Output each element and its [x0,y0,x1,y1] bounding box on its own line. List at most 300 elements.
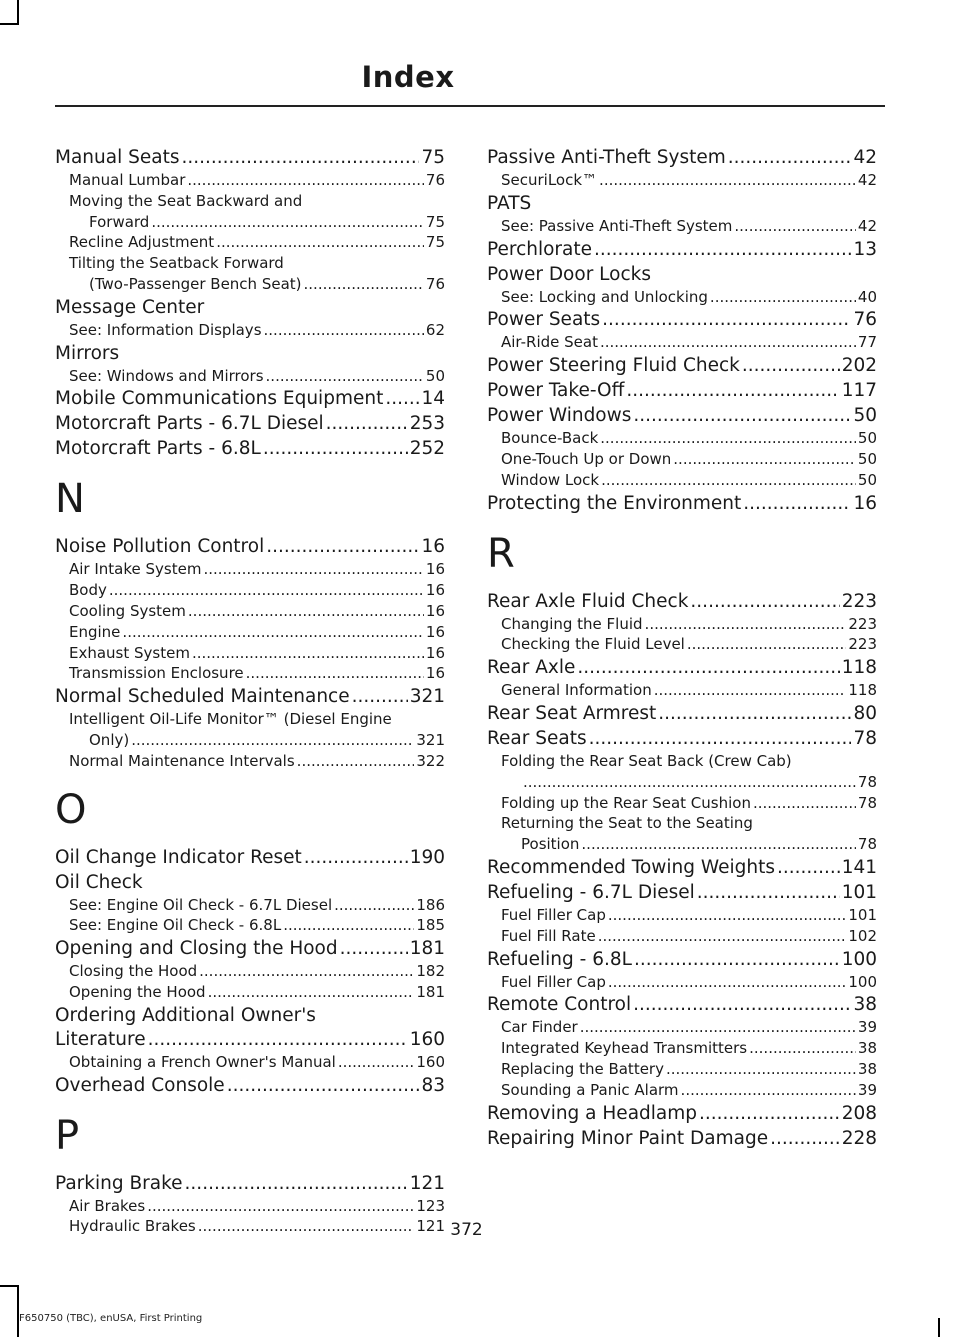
dot-leader [203,559,423,580]
index-entry-row [69,274,445,295]
index-entry-page: 76 [425,274,445,293]
crop-mark-top-left-v [17,0,19,25]
index-entry-row [487,727,877,751]
index-entry-page: 39 [857,1080,877,1099]
index-sub-entry [55,663,445,684]
index-entry-page: 252 [409,438,445,460]
index-sub-entry [55,232,445,253]
index-entry-row [69,730,445,751]
index-entry-text: Rear Axle [487,657,576,679]
dot-leader [199,961,414,982]
index-entry-text: Air Intake System [69,560,202,579]
dot-leader [263,437,408,461]
index-entry-row [55,342,445,366]
index-entry-text: Returning the Seat to the Seating [501,814,753,833]
index-entry-row [487,856,877,880]
index-column-right [487,145,877,1151]
index-entry-row [55,412,445,436]
index-sub-entry [55,961,445,982]
index-entry-page: 42 [857,171,877,189]
index-entry-text: Power Windows [487,405,632,427]
index-entry-page: 117 [841,380,877,402]
index-entry-text: Parking Brake [55,1172,183,1194]
index-entry-page: 223 [841,590,877,612]
dot-leader [227,1074,420,1098]
dot-leader [334,895,414,916]
index-entry-row [487,238,877,262]
dot-leader [742,354,840,378]
dot-leader [523,772,856,793]
dot-leader [147,1196,414,1217]
index-main-entry [55,535,445,559]
index-main-entry [487,993,877,1017]
index-entry-row [501,287,877,308]
index-sub-entry [487,680,877,701]
index-entry-text: Intelligent Oil-Life Monitor™ (Diesel Engine [69,710,392,729]
index-sub-entry [55,751,445,772]
index-sub-entry [55,191,445,233]
index-entry-page: 42 [853,147,877,168]
dot-leader [216,232,424,253]
index-entry-row [501,216,877,237]
index-sub-entry [487,1017,877,1038]
dot-leader [264,320,424,341]
index-sub-entry [55,559,445,580]
index-entry-row [55,937,445,961]
index-entry-text: Folding up the Rear Seat Cushion [501,793,751,812]
index-entry-text: Fuel Filler Cap [501,905,606,924]
dot-leader [352,685,408,709]
index-main-entry [55,412,445,436]
index-entry-page: 160 [416,1052,445,1071]
index-main-entry [487,1127,877,1151]
index-entry-page: 118 [841,657,877,679]
dot-leader [633,404,851,428]
index-sub-entry [487,1038,877,1059]
dot-leader [690,590,839,614]
index-entry-row [501,793,877,814]
index-entry-page: 16 [853,492,877,514]
dot-leader [749,1038,856,1059]
index-entry-text: Tilting the Seatback Forward [69,254,284,273]
index-entry-row [69,915,445,936]
index-entry-row [55,1172,445,1196]
index-entry-text: Ordering Additional Owner's [55,1004,316,1026]
index-main-entry [487,308,877,332]
index-main-entry [55,937,445,961]
index-entry-text: Opening the Hood [69,982,206,1001]
index-entry-page: 321 [409,686,445,708]
index-entry-page: 181 [416,982,445,1001]
index-entry-page: 141 [841,856,877,878]
index-entry-text: Exhaust System [69,643,190,662]
index-sub-entry [487,1059,877,1080]
dot-leader [181,146,419,170]
index-entry-row [69,366,445,387]
index-entry-row [55,846,445,870]
index-entry-row [487,263,877,287]
dot-leader [148,1028,408,1052]
index-entry-page: 202 [841,355,877,377]
index-entry-text: Power Door Locks [487,263,652,285]
index-entry-page: 100 [841,948,877,970]
index-main-entry [487,238,877,262]
index-entry-text: Opening and Closing the Hood [55,938,338,960]
crop-mark-bottom-left-v [17,1285,19,1337]
index-entry-row [487,656,877,680]
index-entry-text: One-Touch Up or Down [501,449,672,468]
index-entry-row [487,881,877,905]
index-entry-text: Motorcraft Parts - 6.7L Diesel [55,413,324,435]
index-entry-row [501,470,877,491]
dot-leader [645,614,847,635]
index-entry-text: Changing the Fluid [501,614,643,633]
index-main-entry [55,1074,445,1098]
index-entry-text: Obtaining a French Owner's Manual [69,1052,336,1071]
index-entry-text: Bounce-Back [501,429,599,448]
index-entry-text: Integrated Keyhead Transmitters [501,1039,748,1058]
index-entry-text: Repairing Minor Paint Damage [487,1127,769,1149]
index-sub-entry [55,170,445,191]
index-entry-text: Fuel Filler Cap [501,972,606,991]
index-sub-entry [487,972,877,993]
index-entry-page: 38 [857,1039,877,1058]
index-main-entry [487,856,877,880]
index-entry-page: 118 [848,681,877,700]
page-title: Index [361,60,455,94]
dot-leader [599,170,856,191]
dot-leader [608,905,846,926]
index-entry-row [69,191,445,212]
index-entry-text: Normal Maintenance Intervals [69,751,295,770]
index-entry-row [55,296,445,320]
dot-leader [710,287,856,308]
index-entry-row [501,926,877,947]
document-info: F650750 (TBC), enUSA, First Printing [19,1313,203,1324]
index-entry-text: Literature [55,1028,146,1050]
crop-mark-top-left-h [0,23,19,25]
dot-leader [581,834,856,855]
dot-leader [673,449,856,470]
index-entry-row [69,751,445,772]
index-entry-text: Refueling - 6.8L [487,948,632,970]
index-sub-entry [487,470,877,491]
section-letter: R [487,530,515,577]
index-entry-row [69,212,445,233]
index-entry-row [69,622,445,643]
dot-leader [122,622,423,643]
index-entry-row [69,1052,445,1073]
index-entry-text: See: Engine Oil Check - 6.7L Diesel [69,895,333,914]
index-main-entry [487,727,877,751]
index-entry-page: 78 [857,793,877,812]
index-entry-row [501,614,877,635]
index-entry-text: Perchlorate [487,238,593,260]
index-sub-entry [55,895,445,916]
index-entry-text: Oil Check [55,871,143,893]
index-sub-entry [487,428,877,449]
index-sub-entry [487,905,877,926]
index-entry-text: Fuel Fill Rate [501,926,596,945]
dot-leader [338,1052,415,1073]
index-sub-entry [55,253,445,295]
dot-leader [634,948,840,972]
dot-leader [699,1102,840,1126]
index-entry-text: (Two-Passenger Bench Seat) [89,274,302,293]
dot-leader [283,915,414,936]
dot-leader [734,216,856,237]
index-sub-entry [487,793,877,814]
header-divider [55,105,885,107]
dot-leader [608,972,846,993]
index-entry-text: Cooling System [69,601,186,620]
section-letter: P [55,1112,80,1159]
index-entry-page: 16 [425,664,445,683]
index-entry-text: Message Center [55,296,205,318]
index-entry-text: Rear Seats [487,727,587,749]
index-entry-text: Refueling - 6.7L Diesel [487,881,695,903]
dot-leader [658,702,851,726]
dot-leader [385,387,419,411]
index-main-entry [55,1172,445,1196]
index-entry-row [69,663,445,684]
index-entry-page: 83 [421,1074,445,1096]
index-entry-row [69,580,445,601]
index-entry-row [55,437,445,461]
index-sub-entry [55,982,445,1003]
index-entry-row [487,354,877,378]
index-entry-page: 101 [841,881,877,903]
index-entry-text: SecuriLock™ [501,171,598,189]
dot-leader [304,846,408,870]
dot-leader [654,680,847,701]
index-entry-page: 14 [421,388,445,410]
index-entry-row [69,601,445,622]
index-entry-page: 75 [421,147,445,168]
index-entry-page: 50 [853,405,877,427]
index-entry-row [501,772,877,793]
index-entry-text: Power Steering Fluid Check [487,355,740,377]
index-main-entry [55,342,445,366]
index-entry-page: 182 [416,962,445,981]
dot-leader [601,470,856,491]
index-entry-text: See: Locking and Unlocking [501,287,708,306]
index-entry-row [69,559,445,580]
index-entry-row [501,170,877,191]
section-letter: O [55,786,87,833]
index-entry-row [55,387,445,411]
index-entry-text: General Information [501,681,652,700]
index-entry-page: 42 [857,216,877,235]
index-entry-row [501,634,877,655]
index-entry-text: Power Take-Off [487,380,625,402]
index-sub-entry [487,751,877,793]
index-entry-text: Passive Anti-Theft System [487,147,726,168]
index-entry-row [501,813,877,834]
index-entry-page: 102 [848,926,877,945]
dot-leader [681,1080,856,1101]
index-main-entry [55,871,445,895]
index-entry-row [487,192,877,216]
index-column-left [55,145,445,1237]
index-entry-row [487,1102,877,1126]
index-entry-text: Mirrors [55,342,120,364]
index-entry-page: 185 [416,916,445,935]
index-entry-page: 228 [841,1127,877,1149]
index-main-entry [55,685,445,709]
index-entry-page: 16 [425,601,445,620]
index-entry-page: 181 [409,938,445,960]
index-entry-row [501,905,877,926]
index-main-entry [487,656,877,680]
index-entry-page: 50 [425,366,445,385]
index-entry-page: 38 [857,1059,877,1078]
dot-leader [753,793,856,814]
index-entry-text: See: Windows and Mirrors [69,366,264,385]
index-entry-row [487,146,877,170]
dot-leader [340,937,408,961]
index-sub-entry [55,580,445,601]
index-sub-entry [55,601,445,622]
index-entry-row [487,702,877,726]
index-entry-page: 78 [857,835,877,854]
index-entry-text: Window Lock [501,470,600,489]
index-entry-text: Folding the Rear Seat Back (Crew Cab) [501,751,792,770]
dot-leader [589,727,852,751]
index-entry-text: Rear Seat Armrest [487,702,657,724]
dot-leader [697,881,840,905]
index-sub-entry [55,1052,445,1073]
index-entry-page: 50 [857,429,877,448]
index-entry-page: 160 [409,1028,445,1050]
index-entry-page: 78 [857,772,877,791]
index-entry-page: 321 [416,730,445,749]
index-sub-entry [55,366,445,387]
index-entry-row [69,982,445,1003]
index-sub-entry [55,320,445,341]
index-entry-page: 253 [409,413,445,435]
index-entry-row [487,308,877,332]
index-entry-text: Replacing the Battery [501,1059,664,1078]
index-entry-row [69,232,445,253]
index-sub-entry [487,170,877,191]
index-entry-text: Oil Change Indicator Reset [55,846,302,868]
index-entry-page: 16 [425,643,445,662]
index-entry-text: See: Information Displays [69,320,262,339]
dot-leader [666,1059,856,1080]
index-entry-text: Power Seats [487,309,601,331]
index-entry-page: 101 [848,905,877,924]
index-entry-text: Sounding a Panic Alarm [501,1080,679,1099]
index-sub-entry [487,1080,877,1101]
index-main-entry [55,437,445,461]
dot-leader [598,926,847,947]
index-entry-text: Engine [69,622,121,641]
index-entry-page: 186 [416,895,445,914]
index-entry-row [69,643,445,664]
index-entry-text: Recommended Towing Weights [487,856,775,878]
dot-leader [770,1127,840,1151]
dot-leader [246,663,424,684]
index-entry-text: Mobile Communications Equipment [55,388,384,410]
index-entry-text: Body [69,581,107,600]
index-entry-text: Manual Seats [55,147,180,168]
dot-leader [626,379,839,403]
index-entry-row [487,1127,877,1151]
index-entry-row [69,895,445,916]
dot-leader [109,580,424,601]
index-sub-entry [55,915,445,936]
index-sub-entry [55,622,445,643]
dot-leader [266,535,419,559]
index-sub-entry [487,614,877,635]
index-entry-text: Only) [89,730,130,749]
index-main-entry [55,1004,445,1052]
index-entry-row [487,590,877,614]
index-main-entry [55,146,445,170]
index-entry-row [487,379,877,403]
index-entry-page: 40 [857,287,877,306]
index-entry-row [501,1038,877,1059]
index-entry-text: Air Brakes [69,1196,146,1215]
index-sub-entry [487,449,877,470]
dot-leader [577,656,839,680]
index-entry-page: 77 [857,333,877,352]
index-entry-page: 76 [853,309,877,331]
dot-leader [777,856,840,880]
index-entry-row [55,1028,445,1052]
index-entry-page: 16 [425,581,445,600]
index-entry-row [501,834,877,855]
index-entry-text: Noise Pollution Control [55,536,265,558]
index-entry-page: 13 [853,238,877,260]
index-entry-page: 76 [425,171,445,189]
index-entry-page: 121 [416,1217,445,1236]
index-entry-row [69,961,445,982]
index-entry-row [55,1004,445,1028]
index-entry-row [501,972,877,993]
index-sub-entry [55,709,445,751]
dot-leader [594,238,851,262]
section-letter: N [55,476,85,523]
index-entry-text: PATS [487,192,532,214]
index-main-entry [55,296,445,320]
index-entry-row [55,685,445,709]
index-entry-row [69,253,445,274]
index-entry-text: Air-Ride Seat [501,333,598,352]
index-main-entry [487,379,877,403]
index-entry-text: Remote Control [487,994,632,1016]
index-entry-page: 208 [841,1102,877,1124]
index-entry-row [501,332,877,353]
dot-leader [208,982,415,1003]
index-main-entry [487,590,877,614]
index-entry-text: Rear Axle Fluid Check [487,590,689,612]
crop-mark-bottom-left-h [0,1285,19,1287]
index-entry-page: 16 [421,536,445,558]
index-entry-row [69,320,445,341]
page-number: 372 [450,1220,483,1240]
index-entry-page: 223 [848,614,877,633]
dot-leader [602,308,851,332]
index-entry-text: Checking the Fluid Level [501,635,685,654]
index-sub-entry [487,287,877,308]
dot-leader [185,1172,408,1196]
index-main-entry [487,1102,877,1126]
index-main-entry [55,846,445,870]
index-main-entry [487,881,877,905]
dot-leader [297,751,415,772]
